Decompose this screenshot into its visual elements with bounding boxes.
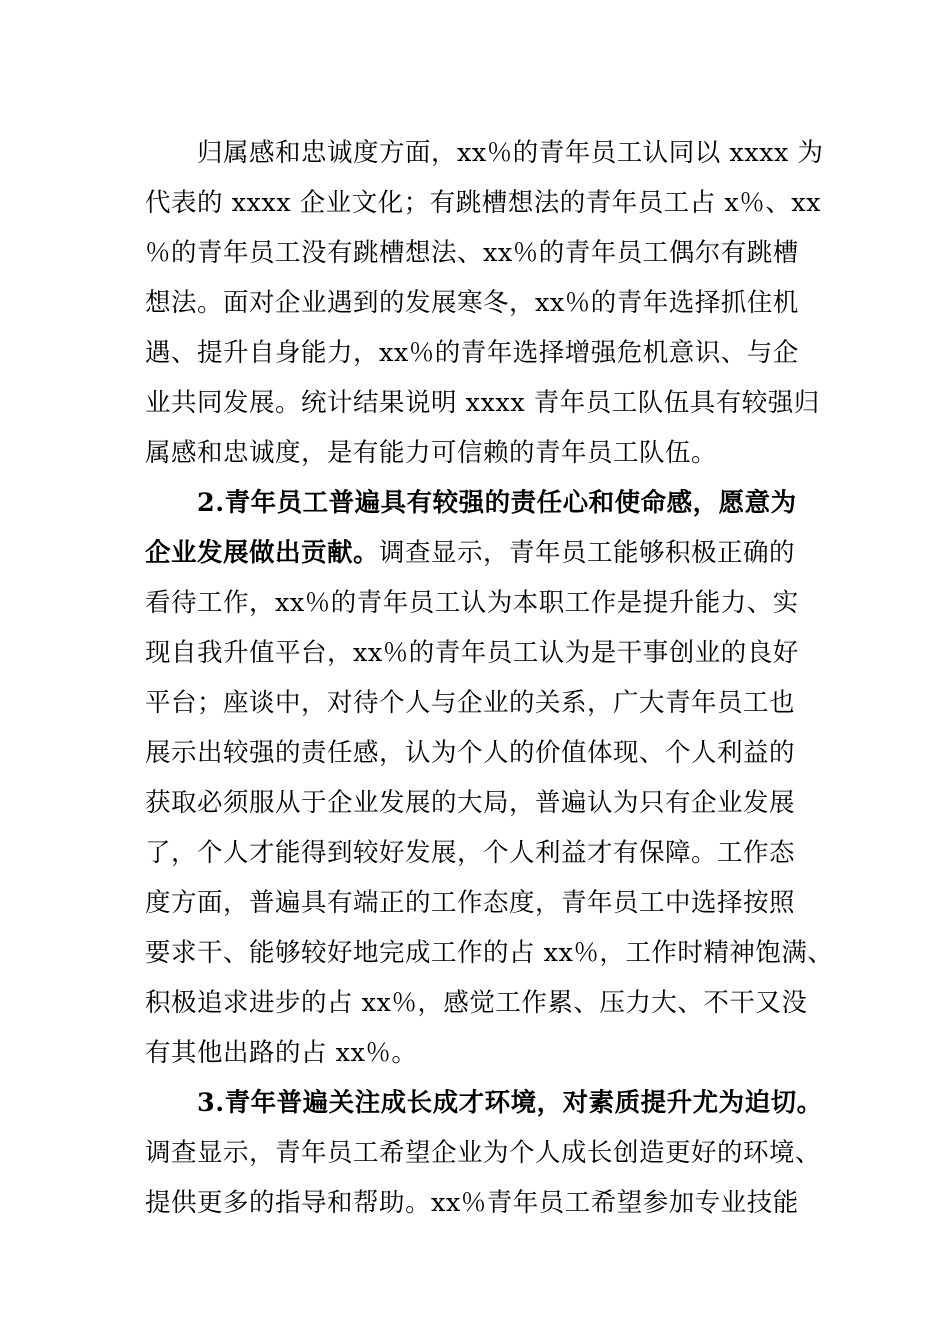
paragraph-2-line-5: 平台；座谈中，对待个人与企业的关系，广大青年员工也 [145,688,796,718]
paragraph-2-line-9: 度方面，普遍具有端正的工作态度，青年员工中选择按照 [145,888,796,918]
paragraph-2-line-4: 现自我升值平台，xx％的青年员工认为是干事创业的良好 [145,638,799,668]
section-2-heading: 2.青年员工普遍具有较强的责任心和使命感，愿意为 [197,488,797,518]
paragraph-2-line-2-text: 调查显示，青年员工能够积极正确的 [379,538,796,568]
paragraph-1-line-3: ％的青年员工没有跳槽想法、xx％的青年员工偶尔有跳槽 [145,238,799,268]
paragraph-2-line-3: 看待工作，xx％的青年员工认为本职工作是提升能力、实 [145,588,799,618]
paragraph-2-line-8: 了，个人才能得到较好发展，个人利益才有保障。工作态 [145,838,796,868]
paragraph-2-line-2 [145,536,795,570]
paragraph-2-line-11: 积极追求进步的占 xx％，感觉工作累、压力大、不干又没 [145,988,808,1018]
section-3-heading: 3.青年普遍关注成长成才环境，对素质提升尤为迫切。 [197,1088,823,1118]
paragraph-2-line-7: 获取必须服从于企业发展的大局，普遍认为只有企业发展 [145,788,796,818]
section-2-heading-continued: 企业发展做出贡献。 [145,538,380,568]
paragraph-3-line-3: 提供更多的指导和帮助。xx％青年员工希望参加专业技能 [145,1188,799,1218]
paragraph-2-line-6: 展示出较强的责任感，认为个人的价值体现、个人利益的 [145,738,796,768]
paragraph-1-line-7: 属感和忠诚度，是有能力可信赖的青年员工队伍。 [145,438,718,468]
paragraph-1-line-4: 想法。面对企业遇到的发展寒冬，xx％的青年选择抓住机 [145,288,799,318]
paragraph-1-line-6: 业共同发展。统计结果说明 xxxx 青年员工队伍具有较强归 [145,388,820,418]
paragraph-2-line-10: 要求干、能够较好地完成工作的占 xx％，工作时精神饱满、 [145,938,834,968]
paragraph-3-line-2: 调查显示，青年员工希望企业为个人成长创造更好的环境、 [145,1138,822,1168]
paragraph-1-line-1: 归属感和忠诚度方面，xx％的青年员工认同以 xxxx 为 [197,138,824,168]
paragraph-1-line-5: 遇、提升自身能力，xx％的青年选择增强危机意识、与企 [145,338,799,368]
paragraph-2-line-12: 有其他出路的占 xx％。 [145,1038,418,1068]
paragraph-1-line-2: 代表的 xxxx 企业文化；有跳槽想法的青年员工占 x％、xx [145,188,821,218]
